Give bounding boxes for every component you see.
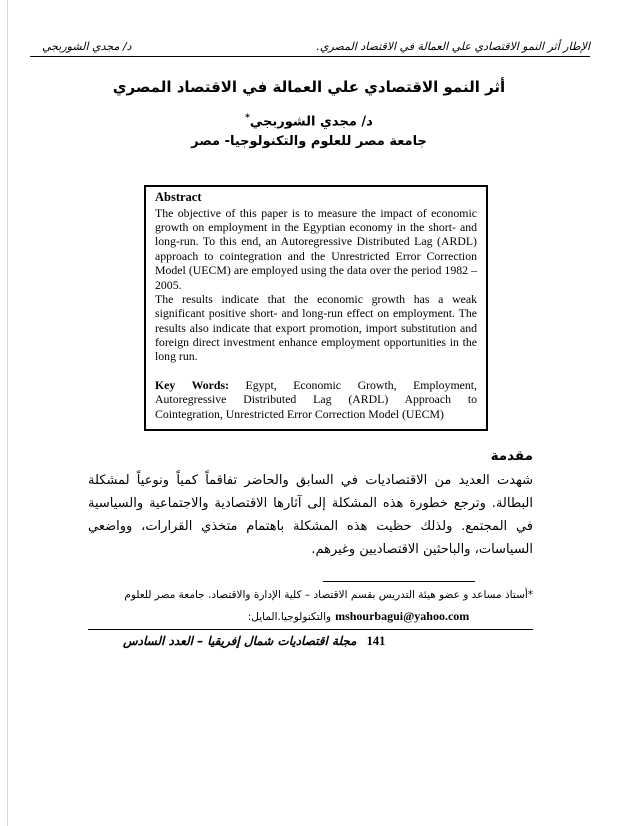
footnote-contact-line <box>136 609 581 624</box>
scan-edge-artifact <box>7 0 8 826</box>
running-author: د/ مجدي الشوربجي <box>42 40 132 53</box>
introduction-paragraph: شهدت العديد من الاقتصاديات في السابق والحاضر تفاقماً كمياً ونوعياً لمشكلة البطالة. وترجع خطورة هذه المشكلة إلى آثارها الاقتصادية والاجتماعية والسياسية في المجتمع. ولذلك حظيت هذه المشكلة باهتمام متخذي القرارات، وواضعي السياسات، والباحثين الاقتصاديين وغيرهم. <box>88 473 533 558</box>
abstract-box <box>144 185 488 431</box>
abstract-paragraph-1: The objective of this paper is to measure the impact of economic growth on employment in the Egyptian economy in the short- and long-run. To this end, an Autoregressive Distributed Lag (ARDL) approach to cointegration and the Unrestricted Error Correction Model (UECM) are employed using the data over the period 1982 – 2005. <box>155 205 477 292</box>
keywords-label: Key Words: <box>155 377 229 392</box>
footnote-area <box>88 581 533 624</box>
author-name: د/ مجدي الشوربجي <box>249 114 373 130</box>
journal-name: مجلة اقتصاديات شمال إفريقيا – العدد السادس <box>123 634 357 649</box>
paper-title: أثر النمو الاقتصادي علي العمالة في الاقتصاد المصري <box>112 78 506 96</box>
abstract-paragraph-2: The results indicate that the economic growth has a weak significant positive short- and long-run effect on employment. The results also indicate that export promotion, import substitution and foreign direct investment enhance employment opportunities in the long run. <box>155 291 477 364</box>
author-line <box>0 113 618 129</box>
footnote-text: *أستاذ مساعد و عضو هيئة التدريس بقسم الاقتصاد – كلية الإدارة والاقتصاد. جامعة مصر للعلوم <box>124 589 533 602</box>
running-title: الإطار أثر النمو الاقتصادي علي العمالة في الاقتصاد المصري. <box>316 40 590 53</box>
affiliation: جامعة مصر للعلوم والتكنولوجيا- مصر <box>191 134 427 150</box>
footer-text <box>123 634 385 649</box>
introduction-heading: مقدمة <box>490 448 533 465</box>
footnote-email: mshourbagui@yahoo.com <box>335 609 470 624</box>
page-body <box>0 78 618 561</box>
page-footer <box>88 629 533 649</box>
footnote-email-label: والتكنولوجيا.المايل: <box>247 611 332 624</box>
keywords-text: Egypt, Economic Growth, Employment, Autoregressive Distributed Lag (ARDL) Approach to Cointegration, Unrestricted Error Correction Model (UECM) <box>155 377 477 421</box>
author-footnote-marker: * <box>245 113 250 123</box>
page-header <box>30 0 590 57</box>
abstract-heading: Abstract <box>155 190 202 205</box>
keywords-paragraph <box>155 378 477 421</box>
running-header <box>30 40 590 57</box>
page-number: 141 <box>366 634 386 649</box>
footnote-separator <box>323 581 475 582</box>
footer-separator <box>88 629 533 630</box>
